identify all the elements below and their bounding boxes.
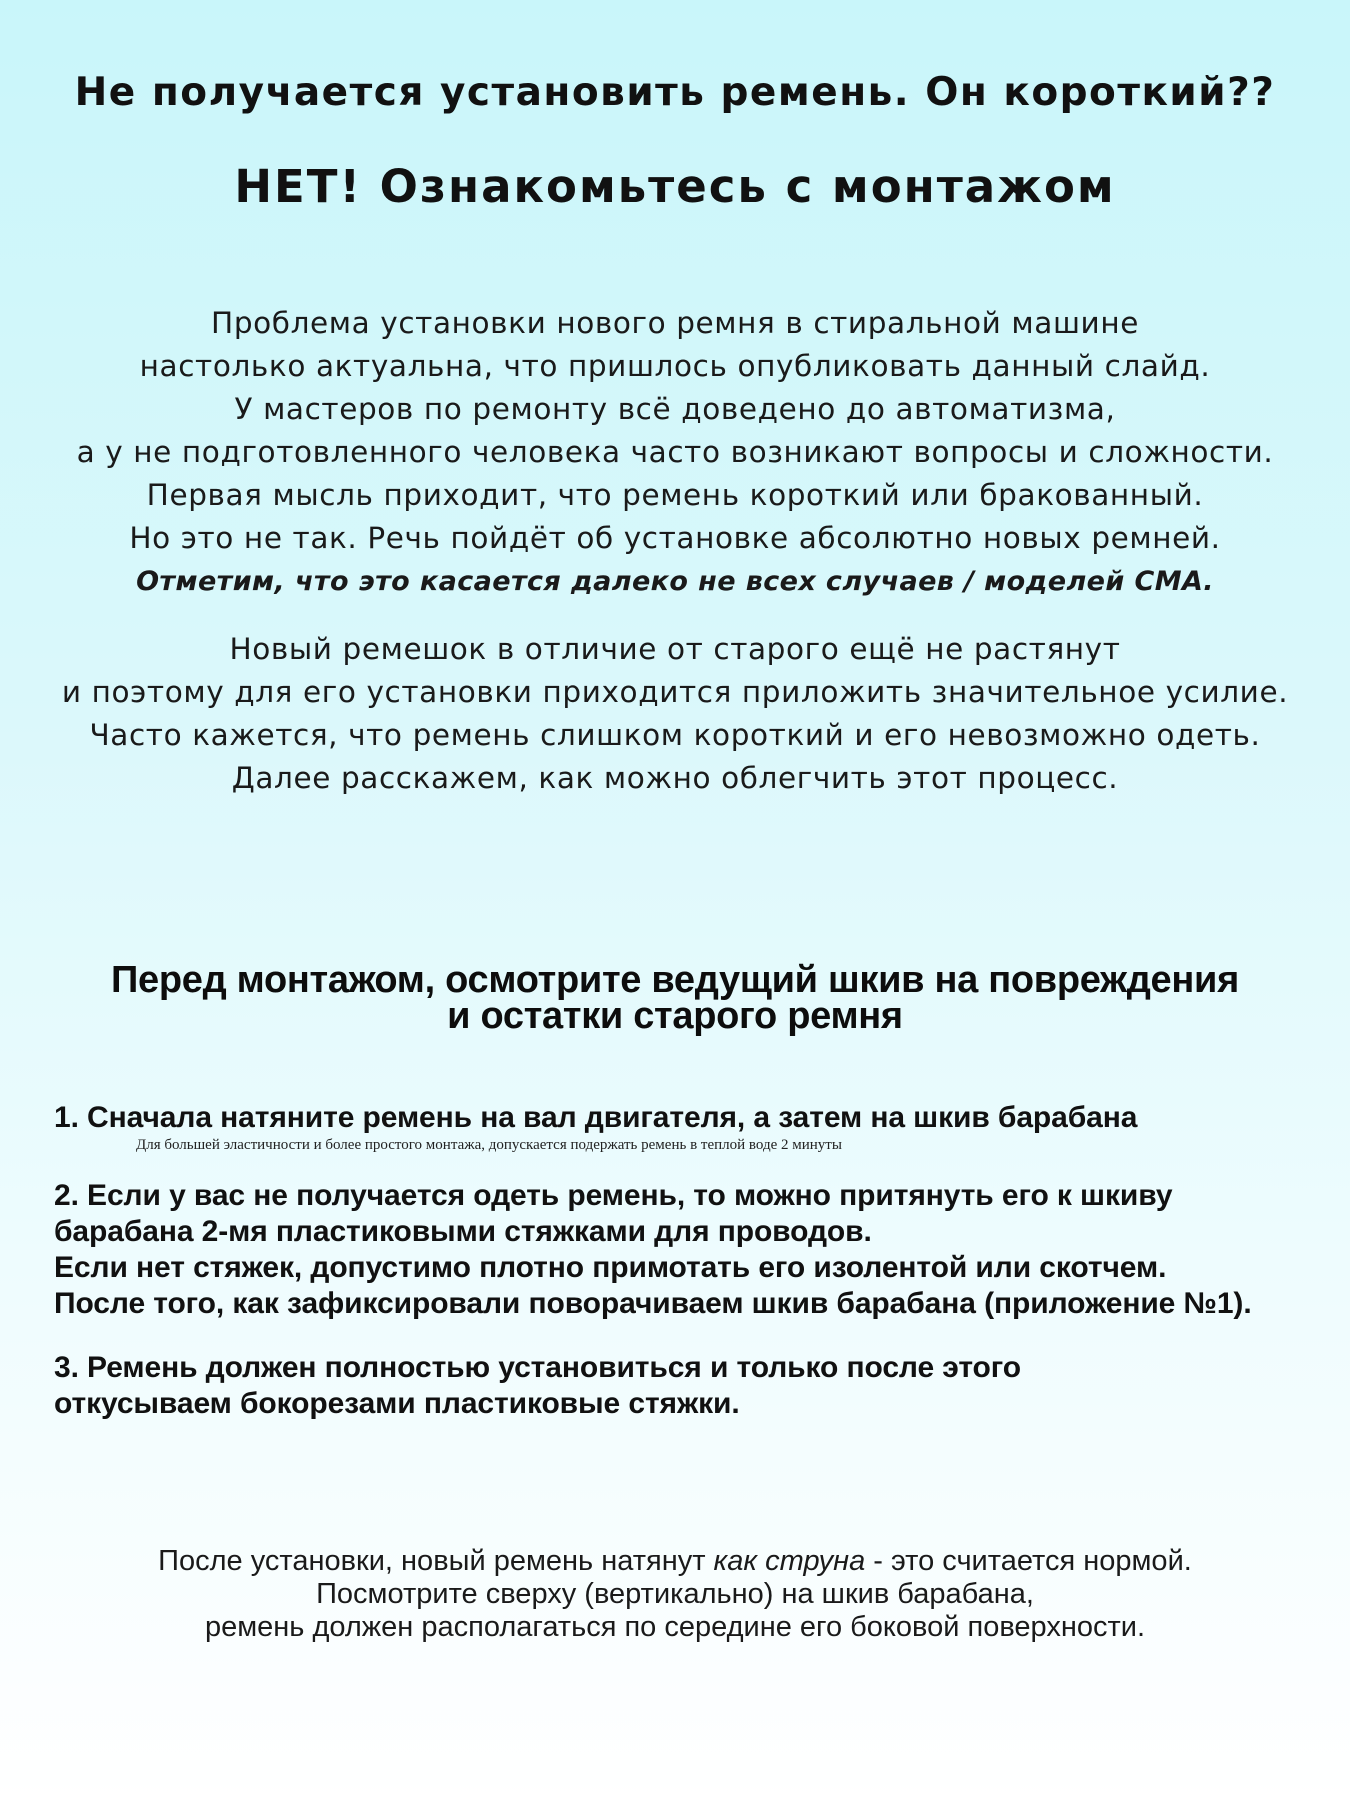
outro-italic-phrase: как струна xyxy=(713,1545,866,1577)
intro-line: Проблема установки нового ремня в стиральной машине xyxy=(211,306,1139,340)
section-heading xyxy=(0,959,1350,1037)
intro2-line: Новый ремешок в отличие от старого ещё не растянут xyxy=(229,632,1121,666)
outro-line-1 xyxy=(0,1545,1350,1578)
step-1-text: 1. Сначала натяните ремень на вал двигателя, а затем на шкив барабана xyxy=(54,1101,1138,1134)
page-subtitle: НЕТ! Ознакомьтесь с монтажом xyxy=(234,160,1116,213)
intro-line: Первая мысль приходит, что ремень короткий или бракованный. xyxy=(146,478,1204,512)
page-title: Не получается установить ремень. Он короткий?? xyxy=(74,70,1276,115)
intro2-line: Далее расскажем, как можно облегчить этот процесс. xyxy=(231,761,1119,795)
step-3-line: откусываем бокорезами пластиковые стяжки. xyxy=(54,1387,740,1420)
step-2 xyxy=(54,1178,1344,1322)
step-2-line: Если нет стяжек, допустимо плотно примотать его изолентой или скотчем. xyxy=(54,1251,1167,1284)
section-heading-line: и остатки старого ремня xyxy=(447,995,903,1037)
step-1 xyxy=(54,1100,1344,1154)
closing-paragraph xyxy=(0,1545,1350,1644)
step-2-text xyxy=(54,1178,1344,1322)
step-3-text xyxy=(54,1350,1344,1422)
intro-line: Но это не так. Речь пойдёт об установке абсолютно новых ремней. xyxy=(129,521,1221,555)
intro-paragraph xyxy=(0,302,1350,603)
intro-paragraph-2 xyxy=(0,628,1350,800)
step-2-line: После того, как зафиксировали поворачиваем шкив барабана (приложение №1). xyxy=(54,1287,1252,1320)
step-3 xyxy=(54,1350,1344,1422)
outro-line-3: ремень должен располагаться по середине его боковой поверхности. xyxy=(204,1611,1146,1643)
step-1-note: Для большей эластичности и более простого монтажа, допускается подержать ремень в теплой воде 2 минуты xyxy=(136,1137,842,1153)
step-2-line: 2. Если у вас не получается одеть ремень, то можно притянуть его к шкиву xyxy=(54,1179,1173,1212)
outro-line-1-end: - это считается нормой. xyxy=(865,1545,1192,1577)
outro-line-1-start: После установки, новый ремень натянут xyxy=(158,1545,714,1577)
section-heading-line: Перед монтажом, осмотрите ведущий шкив на повреждения xyxy=(111,959,1239,1001)
intro2-line: и поэтому для его установки приходится приложить значительное усилие. xyxy=(61,675,1289,709)
intro2-line: Часто кажется, что ремень слишком короткий и его невозможно одеть. xyxy=(89,718,1261,752)
intro-line: настолько актуальна, что пришлось опубликовать данный слайд. xyxy=(139,349,1211,383)
outro-line-2: Посмотрите сверху (вертикально) на шкив барабана, xyxy=(316,1578,1034,1610)
step-3-line: 3. Ремень должен полностью установиться и только после этого xyxy=(54,1351,1022,1384)
step-2-line: барабана 2-мя пластиковыми стяжками для проводов. xyxy=(54,1215,872,1248)
intro-line: а у не подготовленного человека часто возникают вопросы и сложности. xyxy=(76,435,1274,469)
intro-emphasis: Отметим, что это касается далеко не всех случаев / моделей СМА. xyxy=(136,566,1214,597)
intro-line: У мастеров по ремонту всё доведено до автоматизма, xyxy=(234,392,1116,426)
